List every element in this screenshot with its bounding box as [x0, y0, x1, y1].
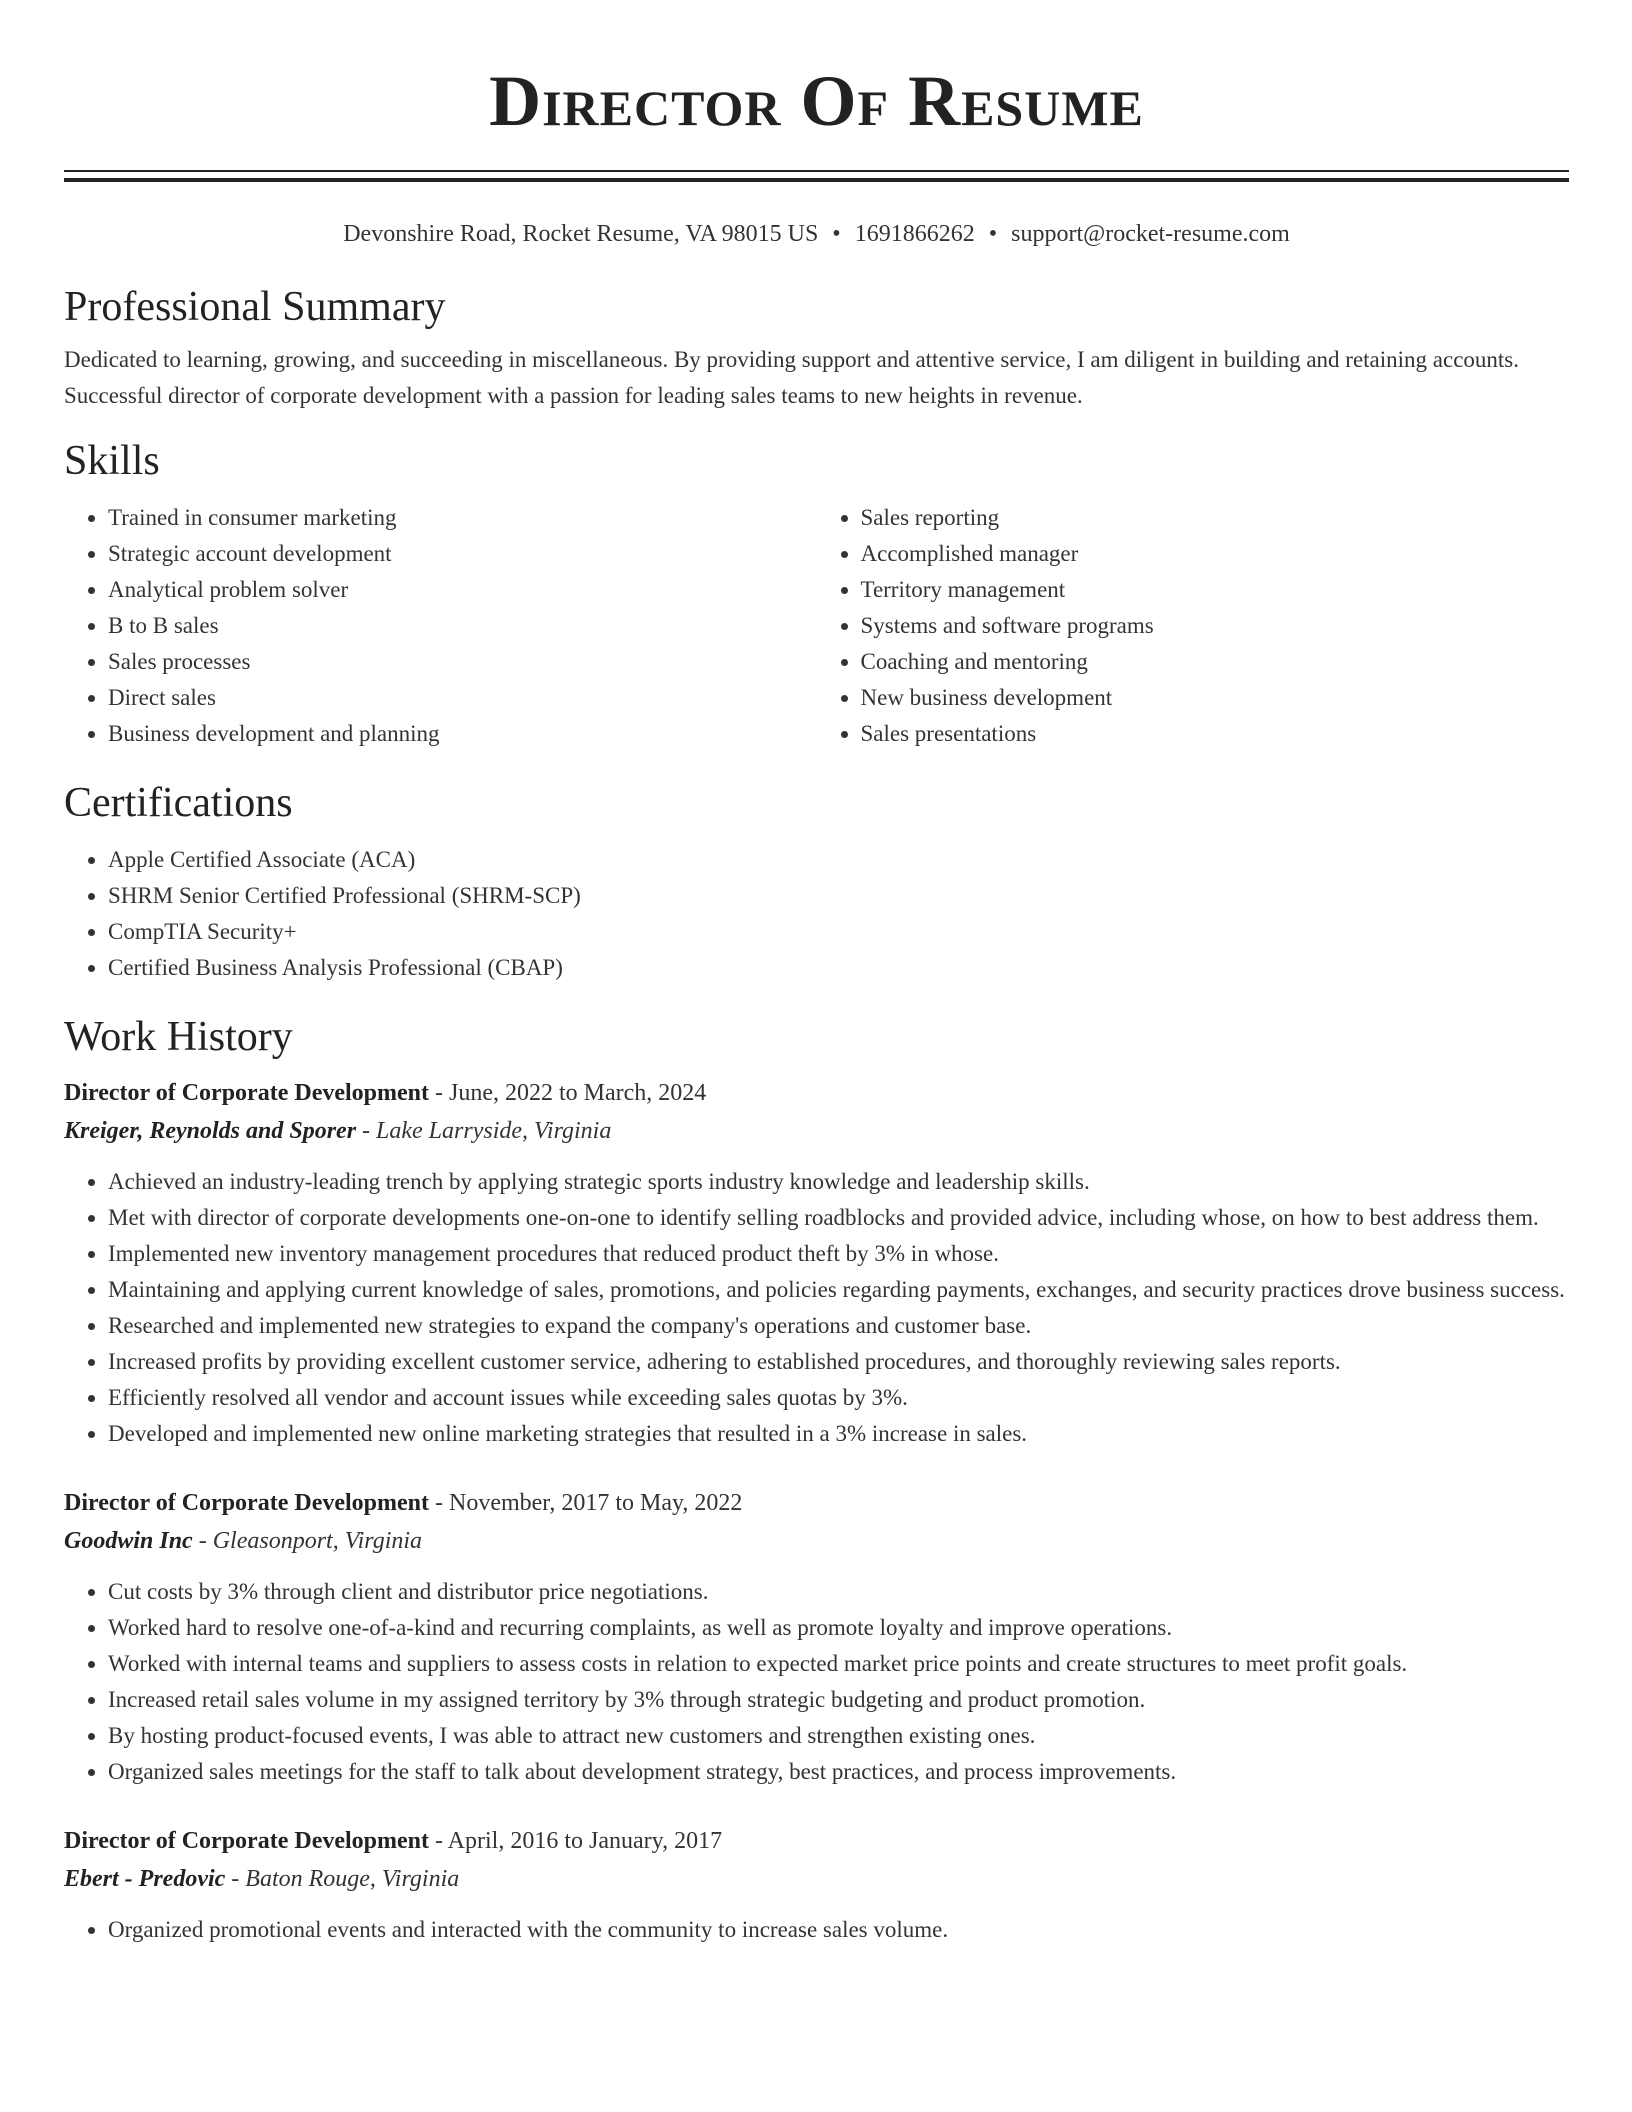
skill-item: • Sales presentations	[861, 716, 1570, 752]
contact-line	[64, 218, 1569, 250]
job-entry	[64, 1074, 1569, 1452]
job-bullets	[64, 1164, 1569, 1452]
skill-item: • Analytical problem solver	[108, 572, 817, 608]
summary-heading: Professional Summary	[64, 284, 446, 330]
skills-list-left	[64, 500, 817, 752]
skill-item: • Sales reporting	[861, 500, 1570, 536]
job-role: Director of Corporate Development	[64, 1490, 429, 1516]
job-dates: - November, 2017 to May, 2022	[429, 1490, 743, 1516]
job-dates: - April, 2016 to January, 2017	[429, 1828, 723, 1854]
resume-page	[64, 0, 1569, 1948]
job-bullet: • Achieved an industry-leading trench by applying strategic sports industry knowledge and leadership skills.	[108, 1164, 1569, 1200]
resume-title: Director Of Resume	[489, 61, 1144, 141]
skill-item: • Systems and software programs	[861, 608, 1570, 644]
skill-item: • B to B sales	[108, 608, 817, 644]
job-bullets	[64, 1574, 1569, 1790]
contact-separator: •	[832, 221, 841, 247]
job-bullet: • Met with director of corporate developments one-on-one to identify selling roadblocks and provided advice, including whose, on how to best address them.	[108, 1200, 1569, 1236]
job-location: - Lake Larryside, Virginia	[356, 1118, 612, 1144]
job-bullet: • Worked with internal teams and suppliers to assess costs in relation to expected market price points and create structures to meet profit goals.	[108, 1646, 1569, 1682]
job-bullet: • Maintaining and applying current knowledge of sales, promotions, and policies regarding payments, exchanges, and security practices drove business success.	[108, 1272, 1569, 1308]
job-bullet: • Implemented new inventory management procedures that reduced product theft by 3% in whose.	[108, 1236, 1569, 1272]
divider-thick-line	[64, 178, 1569, 182]
job-company-line	[64, 1112, 1569, 1150]
job-bullet: • Worked hard to resolve one-of-a-kind and recurring complaints, as well as promote loyalty and improve operations.	[108, 1610, 1569, 1646]
job-header	[64, 1822, 1569, 1860]
title-divider	[64, 170, 1569, 182]
certification-item: • SHRM Senior Certified Professional (SHRM-SCP)	[108, 878, 1569, 914]
certification-item: • Certified Business Analysis Professional (CBAP)	[108, 950, 1569, 986]
job-entry	[64, 1822, 1569, 1948]
contact-separator: •	[988, 221, 998, 247]
summary-text: Dedicated to learning, growing, and succeeding in miscellaneous. By providing support and attentive service, I am diligent in building and retaining accounts. Successful director of corporate development with a passion for leading sales teams to new heights in revenue.	[64, 347, 1520, 408]
job-bullet: • Organized promotional events and interacted with the community to increase sales volume.	[108, 1912, 1569, 1948]
skill-item: • New business development	[861, 680, 1570, 716]
job-bullets	[64, 1912, 1569, 1948]
contact-phone: 1691866262	[854, 221, 975, 247]
job-bullet: • Increased profits by providing excellent customer service, adhering to established procedures, and thoroughly reviewing sales reports.	[108, 1344, 1569, 1380]
skill-item: • Territory management	[861, 572, 1570, 608]
job-bullet: • Organized sales meetings for the staff to talk about development strategy, best practices, and process improvements.	[108, 1754, 1569, 1790]
certifications-heading: Certifications	[64, 780, 293, 826]
certifications-section	[64, 778, 1569, 986]
job-header	[64, 1484, 1569, 1522]
job-role: Director of Corporate Development	[64, 1828, 429, 1854]
job-bullet: • Increased retail sales volume in my assigned territory by 3% through strategic budgeting and product promotion.	[108, 1682, 1569, 1718]
skills-section	[64, 436, 1569, 752]
job-header	[64, 1074, 1569, 1112]
job-location: - Gleasonport, Virginia	[192, 1528, 423, 1554]
certifications-list	[64, 842, 1569, 986]
work-history-section	[64, 1012, 1569, 1948]
skill-item: • Accomplished manager	[861, 536, 1570, 572]
certification-item: • CompTIA Security+	[108, 914, 1569, 950]
skills-heading: Skills	[64, 438, 160, 484]
certification-item: • Apple Certified Associate (ACA)	[108, 842, 1569, 878]
skill-item: • Coaching and mentoring	[861, 644, 1570, 680]
job-role: Director of Corporate Development	[64, 1080, 429, 1106]
job-bullet: • Efficiently resolved all vendor and account issues while exceeding sales quotas by 3%.	[108, 1380, 1569, 1416]
job-bullet: • Researched and implemented new strategies to expand the company's operations and customer base.	[108, 1308, 1569, 1344]
contact-email: support@rocket-resume.com	[1011, 221, 1290, 247]
skills-columns	[64, 500, 1569, 752]
job-company: Kreiger, Reynolds and Sporer	[64, 1118, 357, 1144]
skill-item: • Sales processes	[108, 644, 817, 680]
job-entry	[64, 1484, 1569, 1790]
skill-item: • Strategic account development	[108, 536, 817, 572]
job-company-line	[64, 1860, 1569, 1898]
skill-item: • Direct sales	[108, 680, 817, 716]
job-location: - Baton Rouge, Virginia	[225, 1866, 460, 1892]
job-bullet: • Developed and implemented new online marketing strategies that resulted in a 3% increase in sales.	[108, 1416, 1569, 1452]
job-bullet: • Cut costs by 3% through client and distributor price negotiations.	[108, 1574, 1569, 1610]
job-company: Goodwin Inc	[64, 1528, 193, 1554]
job-company-line	[64, 1522, 1569, 1560]
job-bullet: • By hosting product-focused events, I was able to attract new customers and strengthen existing ones.	[108, 1718, 1569, 1754]
skill-item: • Trained in consumer marketing	[108, 500, 817, 536]
contact-address: Devonshire Road, Rocket Resume, VA 98015 US	[343, 221, 819, 247]
summary-section	[64, 282, 1569, 414]
divider-thin-line	[64, 170, 1569, 172]
skills-list-right	[817, 500, 1570, 752]
skill-item: • Business development and planning	[108, 716, 817, 752]
job-dates: - June, 2022 to March, 2024	[429, 1080, 707, 1106]
job-company: Ebert - Predovic	[64, 1866, 226, 1892]
work-history-heading: Work History	[64, 1014, 293, 1060]
